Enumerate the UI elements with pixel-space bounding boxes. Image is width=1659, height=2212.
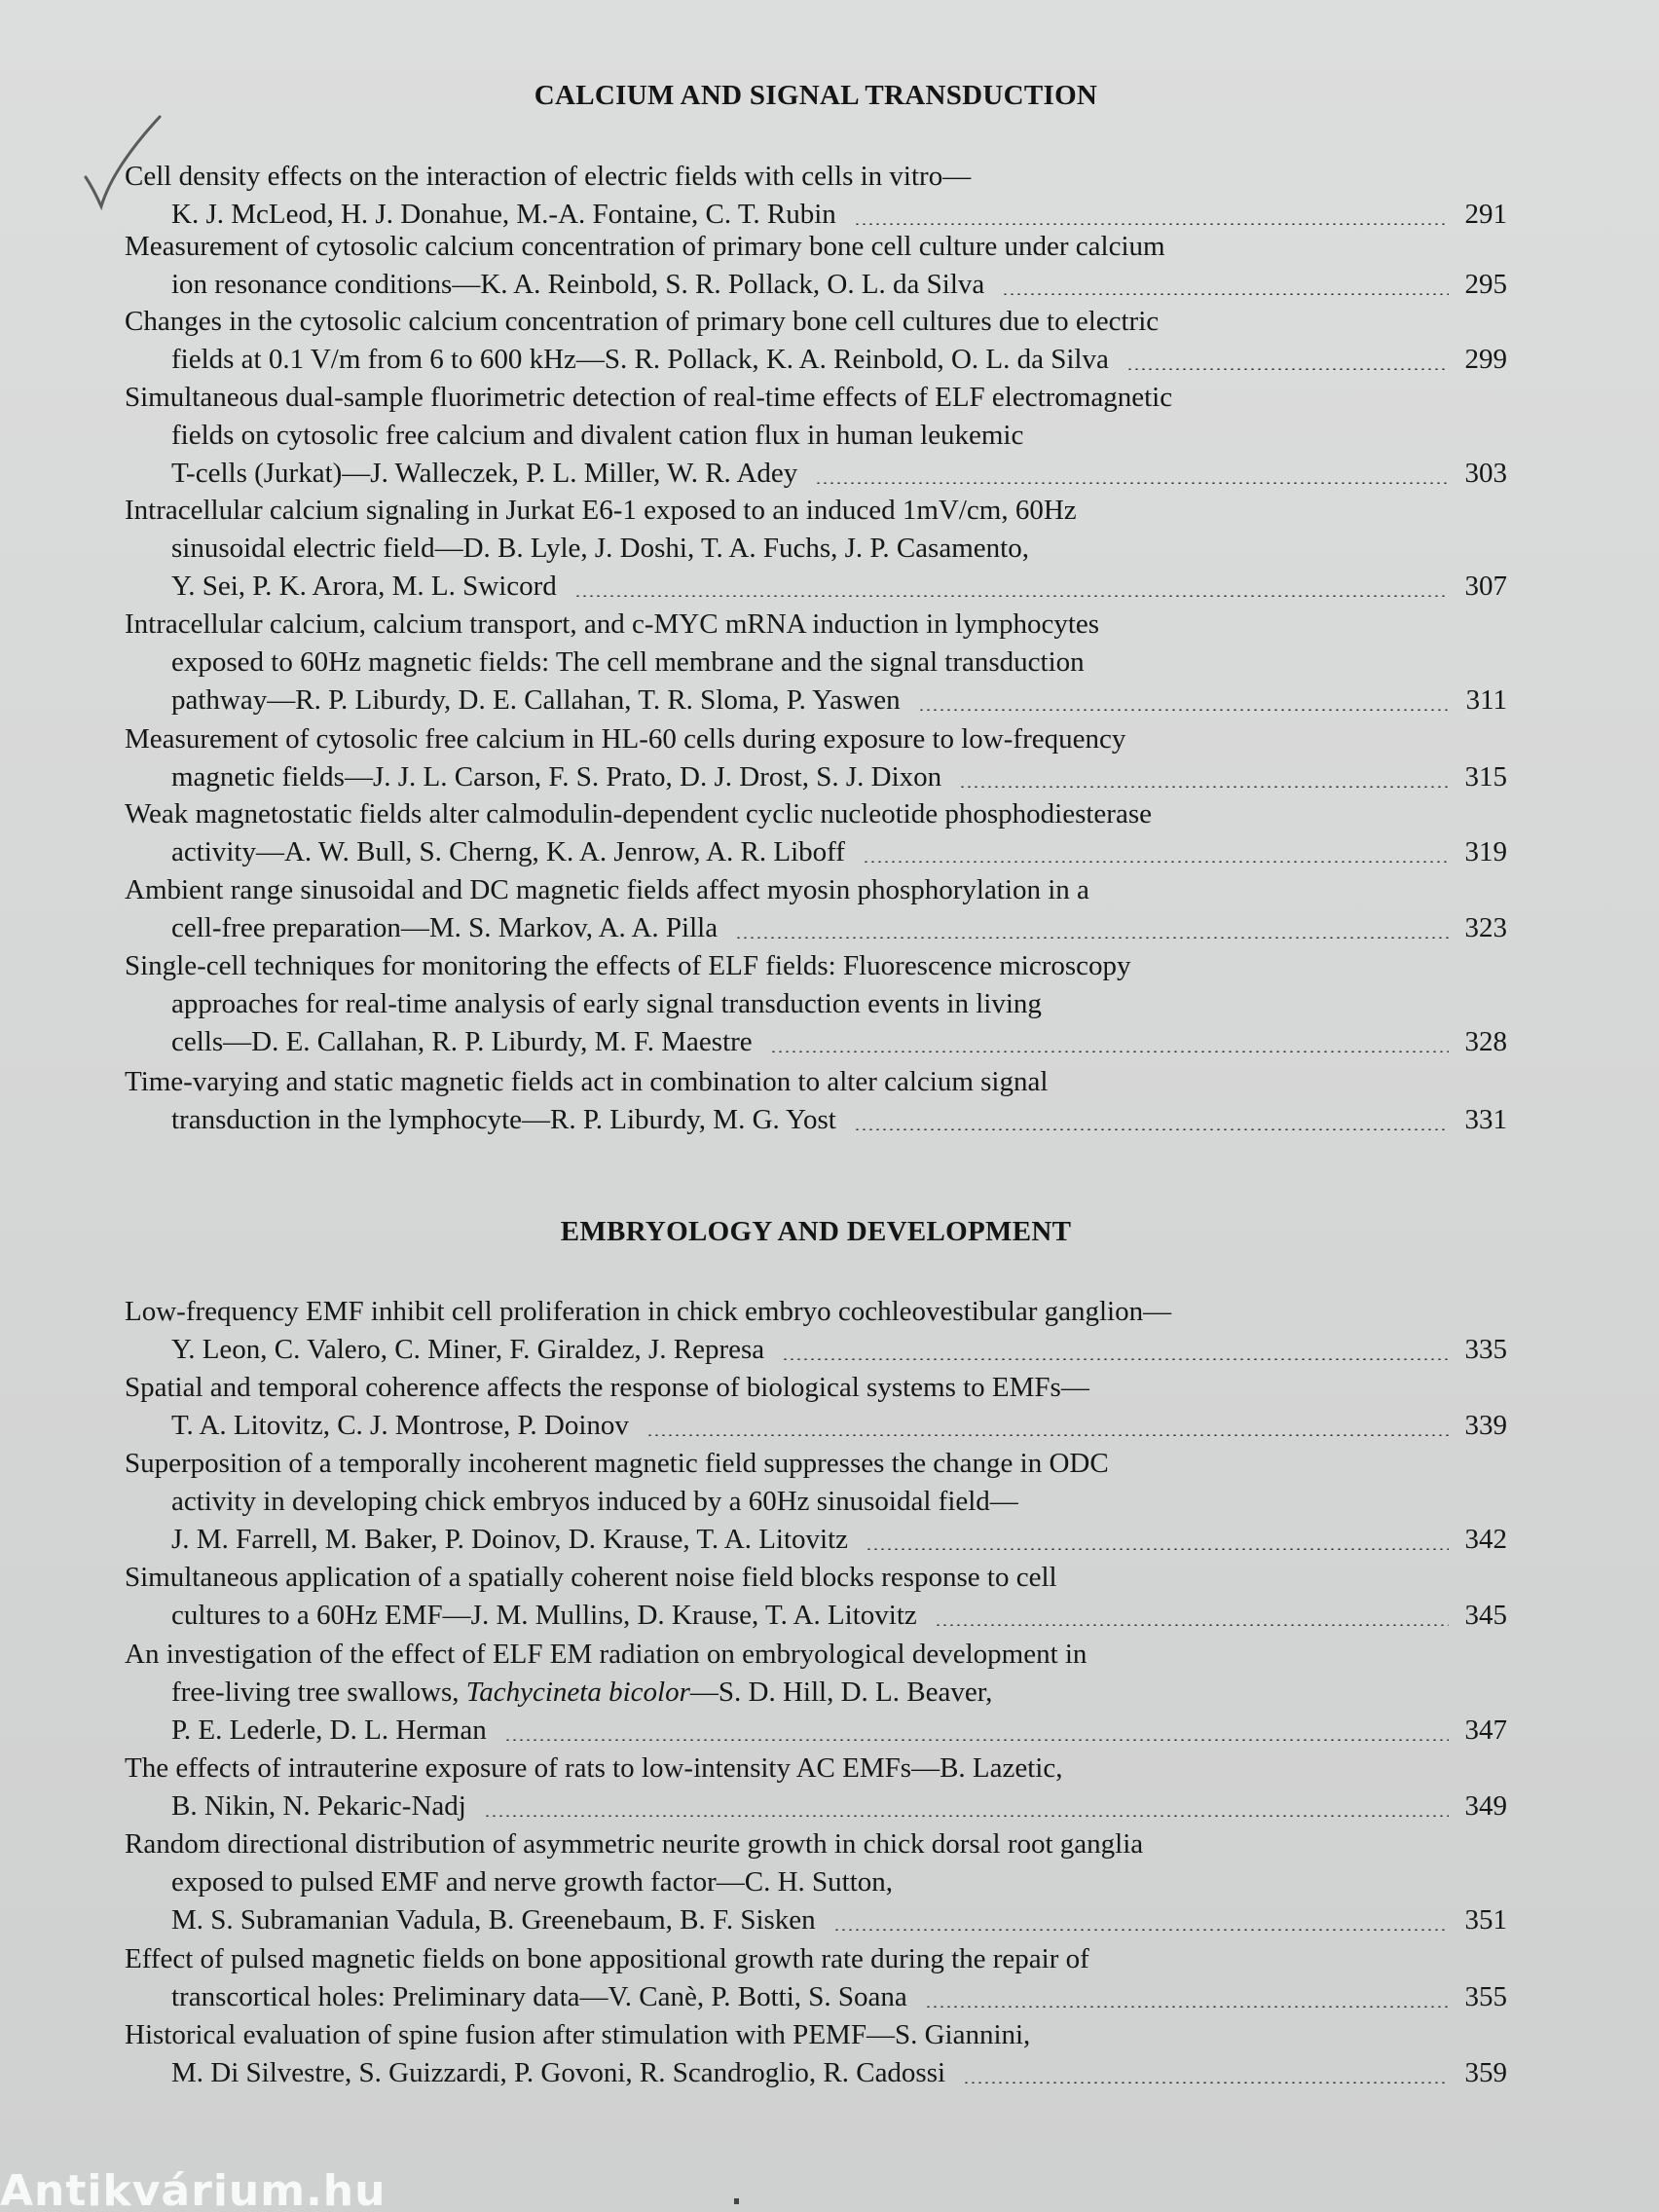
page-number: 355 [1464,1981,1507,2012]
leader-dots [963,2082,1449,2083]
entry-final-line [125,266,1507,304]
toc-entry [125,1750,1507,1825]
entry-final-line [125,682,1507,719]
entry-authors: fields at 0.1 V/m from 6 to 600 kHz—S. R. Pollack, K. A. Reinbold, O. L. da Silva [171,344,1109,375]
entry-final-line [125,1521,1507,1559]
entry-title-line: Single-cell techniques for monitoring the effects of ELF fields: Fluorescence microscopy [125,950,1131,981]
entry-title-line: Changes in the cytosolic calcium concentration of primary bone cell cultures due to electric [125,306,1160,337]
entry-authors: transduction in the lymphocyte—R. P. Liburdy, M. G. Yost [171,1104,836,1135]
toc-entry [125,720,1507,796]
entry-authors: K. J. McLeod, H. J. Donahue, M.-A. Fontaine, C. T. Rubin [171,199,836,230]
entry-title-line: Superposition of a temporally incoherent magnetic field suppresses the change in ODC [125,1448,1109,1479]
leader-dots [735,937,1449,939]
entry-title-line [125,1674,1507,1712]
entry-authors: Y. Leon, C. Valero, C. Miner, F. Giraldez, J. Represa [171,1334,765,1365]
leader-dots [833,1929,1449,1931]
entry-text-suffix: —S. D. Hill, D. L. Beaver, [689,1677,993,1708]
entry-authors: transcortical holes: Preliminary data—V. Canè, P. Botti, S. Soana [171,1981,907,2012]
entry-title-line: Spatial and temporal coherence affects the response of biological systems to EMFs— [125,1372,1089,1403]
page-number: 345 [1464,1600,1507,1631]
page-number: 335 [1464,1334,1507,1365]
entry-final-line [125,758,1507,796]
entry-final-line [125,1407,1507,1445]
entry-final-line [125,1023,1507,1061]
entry-authors: cells—D. E. Callahan, R. P. Liburdy, M. F. Maestre [171,1026,753,1057]
leader-dots [959,786,1449,788]
page-number: 331 [1464,1104,1507,1135]
toc-entry [125,1940,1507,2016]
entry-authors: T-cells (Jurkat)—J. Walleczek, P. L. Miller, W. R. Adey [171,458,798,489]
section-title-embryology: EMBRYOLOGY AND DEVELOPMENT [560,1216,1072,1247]
entry-title-line: Simultaneous application of a spatially coherent noise field blocks response to cell [125,1562,1057,1593]
entry-final-line [125,1901,1507,1939]
toc-entry [125,871,1507,947]
entry-final-line [125,1331,1507,1369]
toc-entry [125,795,1507,871]
leader-dots [504,1739,1449,1741]
toc-entry [125,228,1507,304]
page-number: 328 [1464,1026,1507,1057]
toc-entry [125,1293,1507,1369]
leader-dots [863,861,1449,863]
leader-dots [1126,368,1449,370]
entry-authors: cell-free preparation—M. S. Markov, A. A. Pilla [171,912,719,943]
page-number: 291 [1464,199,1507,230]
page-number: 311 [1465,684,1507,716]
entry-final-line [125,833,1507,871]
entry-text-prefix: free-living tree swallows, [171,1677,466,1708]
species-name: Tachycineta bicolor [465,1677,690,1708]
leader-dots [1002,293,1449,295]
entry-title-line: The effects of intrauterine exposure of rats to low-intensity AC EMFs—B. Lazetic, [125,1752,1063,1784]
toc-entry [125,379,1507,493]
entry-authors: M. S. Subramanian Vadula, B. Greenebaum, B. F. Sisken [171,1904,816,1936]
entry-authors: activity—A. W. Bull, S. Cherng, K. A. Jenrow, A. R. Liboff [171,836,845,867]
entry-title-line: Intracellular calcium, calcium transport, and c-MYC mRNA induction in lymphocytes [125,608,1100,640]
entry-authors: magnetic fields—J. J. L. Carson, F. S. Prato, D. J. Drost, S. J. Dixon [171,761,942,793]
entry-title-line: Intracellular calcium signaling in Jurkat E6-1 exposed to an induced 1mV/cm, 60Hz [125,495,1077,526]
entry-title-line: activity in developing chick embryos induced by a 60Hz sinusoidal field— [171,1486,1018,1517]
leader-dots [918,709,1449,711]
toc-entry [125,606,1507,719]
toc-entry [125,947,1507,1061]
toc-entry [125,1559,1507,1635]
toc-entry [125,1445,1507,1559]
entry-title-line: sinusoidal electric field—D. B. Lyle, J. Doshi, T. A. Fuchs, J. P. Casamento, [171,533,1029,564]
page-number: 351 [1464,1904,1507,1936]
entry-title-line: Historical evaluation of spine fusion after stimulation with PEMF—S. Giannini, [125,2019,1031,2050]
section-title-calcium: CALCIUM AND SIGNAL TRANSDUCTION [534,80,1098,111]
entry-title-line: Time-varying and static magnetic fields act in combination to alter calcium signal [125,1066,1049,1097]
entry-authors: Y. Sei, P. K. Arora, M. L. Swicord [171,571,557,602]
entry-title-line: Random directional distribution of asymmetric neurite growth in chick dorsal root ganglia [125,1828,1144,1860]
page-number: 323 [1464,912,1507,943]
entry-title-line: approaches for real-time analysis of early signal transduction events in living [171,988,1042,1019]
leader-dots [484,1815,1449,1817]
leader-dots [574,595,1449,597]
entry-title-line: Simultaneous dual-sample fluorimetric detection of real-time effects of ELF electromagnetic [125,382,1173,413]
toc-entry [125,1063,1507,1139]
entry-title-line: An investigation of the effect of ELF EM radiation on embryological development in [125,1639,1088,1670]
entry-authors: ion resonance conditions—K. A. Reinbold, S. R. Pollack, O. L. da Silva [171,269,985,300]
entry-title-line: Measurement of cytosolic calcium concentration of primary bone cell culture under calcium [125,231,1165,262]
leader-dots [854,223,1449,225]
leader-dots [646,1434,1449,1436]
entry-title-line: exposed to 60Hz magnetic fields: The cell membrane and the signal transduction [171,646,1085,678]
entry-final-line [125,1597,1507,1635]
toc-entry [125,158,1507,234]
entry-authors: T. A. Litovitz, C. J. Montrose, P. Doinov [171,1410,629,1441]
leader-dots [866,1548,1449,1550]
entry-final-line [125,909,1507,947]
entry-title-line: Weak magnetostatic fields alter calmodulin-dependent cyclic nucleotide phosphodiesterase [125,798,1152,830]
page-number: 295 [1464,269,1507,300]
entry-authors: pathway—R. P. Liburdy, D. E. Callahan, T. R. Sloma, P. Yaswen [171,684,901,716]
page-number: 319 [1464,836,1507,867]
entry-title-line: Ambient range sinusoidal and DC magnetic fields affect myosin phosphorylation in a [125,874,1089,905]
entry-final-line [125,568,1507,606]
toc-entry [125,1369,1507,1445]
print-mark [734,2198,739,2204]
entry-title-line: Cell density effects on the interaction of electric fields with cells in vitro— [125,161,972,192]
leader-dots [815,482,1449,484]
toc-entry [125,2016,1507,2092]
entry-authors: P. E. Lederle, D. L. Herman [171,1714,487,1746]
entry-authors: B. Nikin, N. Pekaric-Nadj [171,1790,466,1822]
entry-authors: cultures to a 60Hz EMF—J. M. Mullins, D. Krause, T. A. Litovitz [171,1600,917,1631]
entry-final-line [125,1712,1507,1750]
entry-title-line: Measurement of cytosolic free calcium in HL-60 cells during exposure to low-frequency [125,723,1126,755]
entry-final-line [125,1101,1507,1139]
page-number: 303 [1464,458,1507,489]
page-number: 339 [1464,1410,1507,1441]
toc-entry [125,303,1507,379]
leader-dots [782,1358,1449,1360]
entry-title-line: exposed to pulsed EMF and nerve growth factor—C. H. Sutton, [171,1866,894,1898]
leader-dots [925,2006,1449,2008]
entry-final-line [125,2054,1507,2092]
page-number: 342 [1464,1524,1507,1555]
entry-authors: M. Di Silvestre, S. Guizzardi, P. Govoni, R. Scandroglio, R. Cadossi [171,2057,946,2088]
toc-entry [125,1825,1507,1939]
entry-final-line [125,1788,1507,1825]
entry-final-line [125,455,1507,493]
page-number: 307 [1464,571,1507,602]
page-number: 299 [1464,344,1507,375]
watermark: Antikvárium.hu [0,2166,387,2212]
page-number: 315 [1464,761,1507,793]
leader-dots [935,1624,1449,1626]
page-number: 347 [1464,1714,1507,1746]
entry-final-line [125,341,1507,379]
entry-authors: J. M. Farrell, M. Baker, P. Doinov, D. Krause, T. A. Litovitz [171,1524,849,1555]
toc-entry [125,492,1507,606]
page-number: 349 [1464,1790,1507,1822]
entry-title-line: fields on cytosolic free calcium and divalent cation flux in human leukemic [171,420,1024,451]
page-number: 359 [1464,2057,1507,2088]
entry-title-line: Low-frequency EMF inhibit cell proliferation in chick embryo cochleovestibular ganglion— [125,1296,1172,1327]
leader-dots [770,1051,1449,1052]
toc-entry [125,1636,1507,1750]
leader-dots [854,1128,1449,1130]
entry-final-line [125,1978,1507,2016]
entry-title-line: Effect of pulsed magnetic fields on bone appositional growth rate during the repair of [125,1943,1089,1974]
